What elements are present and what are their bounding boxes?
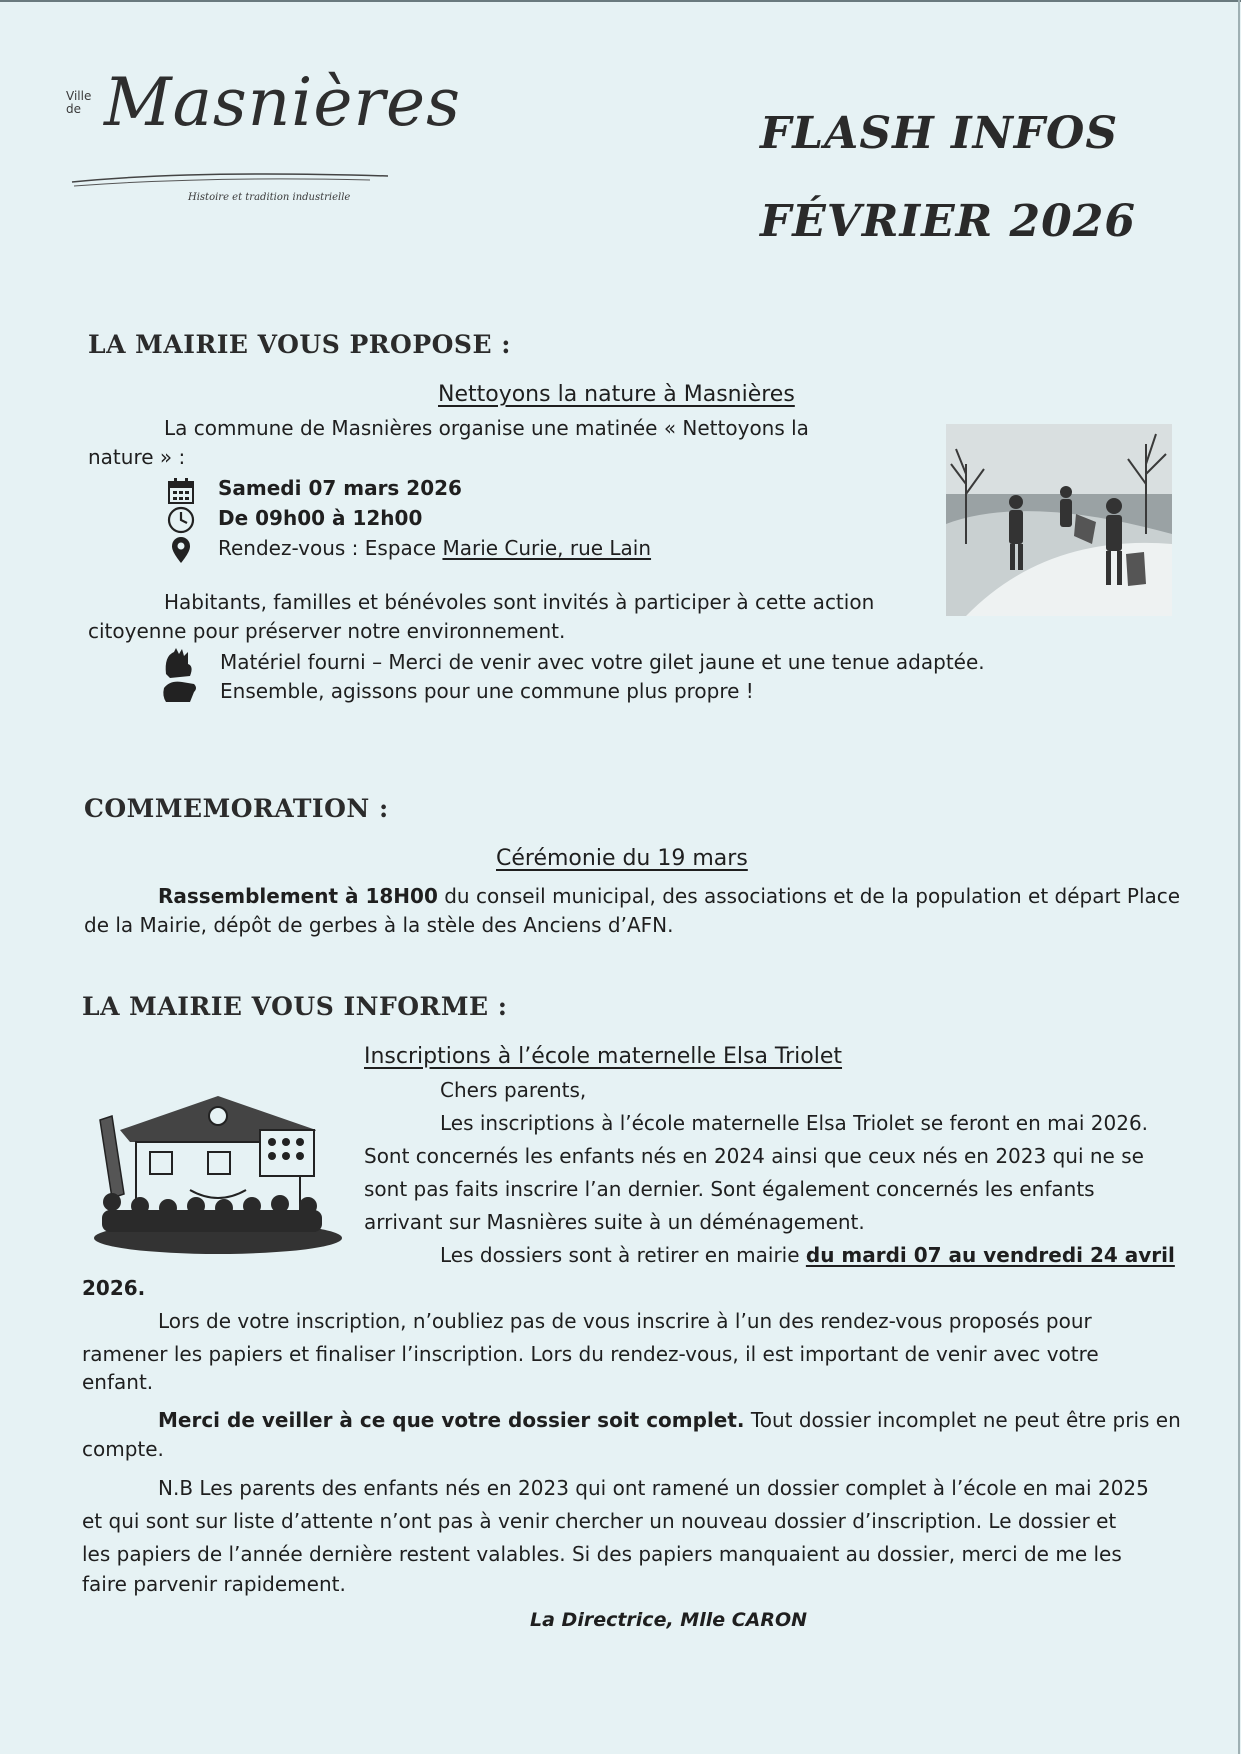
- calendar-icon: [166, 476, 196, 506]
- p1-line4: arrivant sur Masnières suite à un déménagement.: [364, 1210, 865, 1234]
- event-place-address: Marie Curie, rue Lain: [442, 536, 652, 560]
- p3-line1: Lors de votre inscription, n’oubliez pas de vous inscrire à l’un des rendez-vous proposés pour: [158, 1309, 1092, 1333]
- p4-rest: Tout dossier incomplet ne peut être pris en: [744, 1408, 1181, 1432]
- p3-line3: enfant.: [82, 1370, 154, 1394]
- p2-line1: [440, 1241, 1175, 1270]
- p4-emphasis: Merci de veiller à ce que votre dossier soit complet.: [158, 1408, 745, 1432]
- event-date: Samedi 07 mars 2026: [218, 476, 462, 500]
- logo-town-name: Masnières: [104, 64, 461, 141]
- p2-dates: du mardi 07 au vendredi 24 avril: [805, 1243, 1175, 1267]
- logo-ville-text: Ville de: [66, 89, 92, 116]
- p5-line3: les papiers de l’année dernière restent valables. Si des papiers manquaient au dossier, merci de me les: [82, 1542, 1122, 1566]
- p3-line2: ramener les papiers et finaliser l’inscription. Lors du rendez-vous, il est important de venir avec votre: [82, 1342, 1099, 1366]
- school-illustration: [90, 1090, 346, 1256]
- greeting: Chers parents,: [440, 1078, 587, 1102]
- intro-line-2: nature » :: [88, 445, 186, 469]
- event-place: [218, 534, 651, 563]
- top-border: [0, 0, 1241, 2]
- p1-line1: Les inscriptions à l’école maternelle Elsa Triolet se feront en mai 2026.: [440, 1111, 1149, 1135]
- flash-title-line2: FÉVRIER 2026: [760, 196, 1136, 247]
- p4-line2: compte.: [82, 1437, 164, 1461]
- section-subtitle-nettoyons: Nettoyons la nature à Masnières: [438, 382, 795, 407]
- section-heading-informe: LA MAIRIE VOUS INFORME :: [82, 992, 508, 1021]
- p5-line2: et qui sont sur liste d’attente n’ont pas à venir chercher un nouveau dossier d’inscription. Le dossier et: [82, 1509, 1117, 1533]
- para1-line2: citoyenne pour préserver notre environnement.: [88, 619, 566, 643]
- hands-icon: [160, 646, 198, 706]
- p1-line3: sont pas faits inscrire l’an dernier. Sont également concernés les enfants: [364, 1177, 1095, 1201]
- section-heading-commemoration: COMMEMORATION :: [84, 794, 389, 823]
- ceremony-line2: de la Mairie, dépôt de gerbes à la stèle des Anciens d’AFN.: [84, 913, 674, 937]
- p5-line4: faire parvenir rapidement.: [82, 1572, 346, 1596]
- p2-prefix: Les dossiers sont à retirer en mairie: [440, 1243, 806, 1267]
- para1-line1: Habitants, familles et bénévoles sont invités à participer à cette action: [164, 590, 875, 614]
- p2-line2: 2026.: [82, 1276, 146, 1300]
- intro-line-1: La commune de Masnières organise une matinée « Nettoyons la: [164, 416, 809, 440]
- logo-swoosh-icon: [70, 168, 390, 190]
- ceremony-text: du conseil municipal, des associations et de la population et départ Place: [437, 884, 1181, 908]
- flash-title-line1: FLASH INFOS: [760, 108, 1119, 159]
- cleanup-illustration: [946, 424, 1172, 616]
- together-line: Ensemble, agissons pour une commune plus propre !: [220, 679, 754, 703]
- material-line: Matériel fourni – Merci de venir avec votre gilet jaune et une tenue adaptée.: [220, 650, 985, 674]
- p4-line1: [158, 1406, 1181, 1435]
- section-heading-propose: LA MAIRIE VOUS PROPOSE :: [88, 330, 511, 359]
- section-subtitle-inscriptions: Inscriptions à l’école maternelle Elsa Triolet: [364, 1044, 843, 1069]
- ceremony-time: Rassemblement à 18H00: [158, 884, 438, 908]
- event-time: De 09h00 à 12h00: [218, 506, 423, 530]
- ceremony-line1: [158, 882, 1188, 911]
- location-pin-icon: [166, 535, 196, 565]
- p5-line1: N.B Les parents des enfants nés en 2023 qui ont ramené un dossier complet à l’école en mai 2025: [158, 1476, 1149, 1500]
- logo-tagline: Histoire et tradition industrielle: [188, 192, 351, 203]
- town-logo: [60, 60, 461, 210]
- p1-line2: Sont concernés les enfants nés en 2024 ainsi que ceux nés en 2023 qui ne se: [364, 1144, 1144, 1168]
- event-place-prefix: Rendez-vous : Espace: [218, 536, 443, 560]
- signature: La Directrice, Mlle CARON: [530, 1609, 808, 1631]
- clock-icon: [166, 505, 196, 535]
- section-subtitle-ceremonie: Cérémonie du 19 mars: [496, 846, 748, 871]
- right-border: [1238, 0, 1240, 1754]
